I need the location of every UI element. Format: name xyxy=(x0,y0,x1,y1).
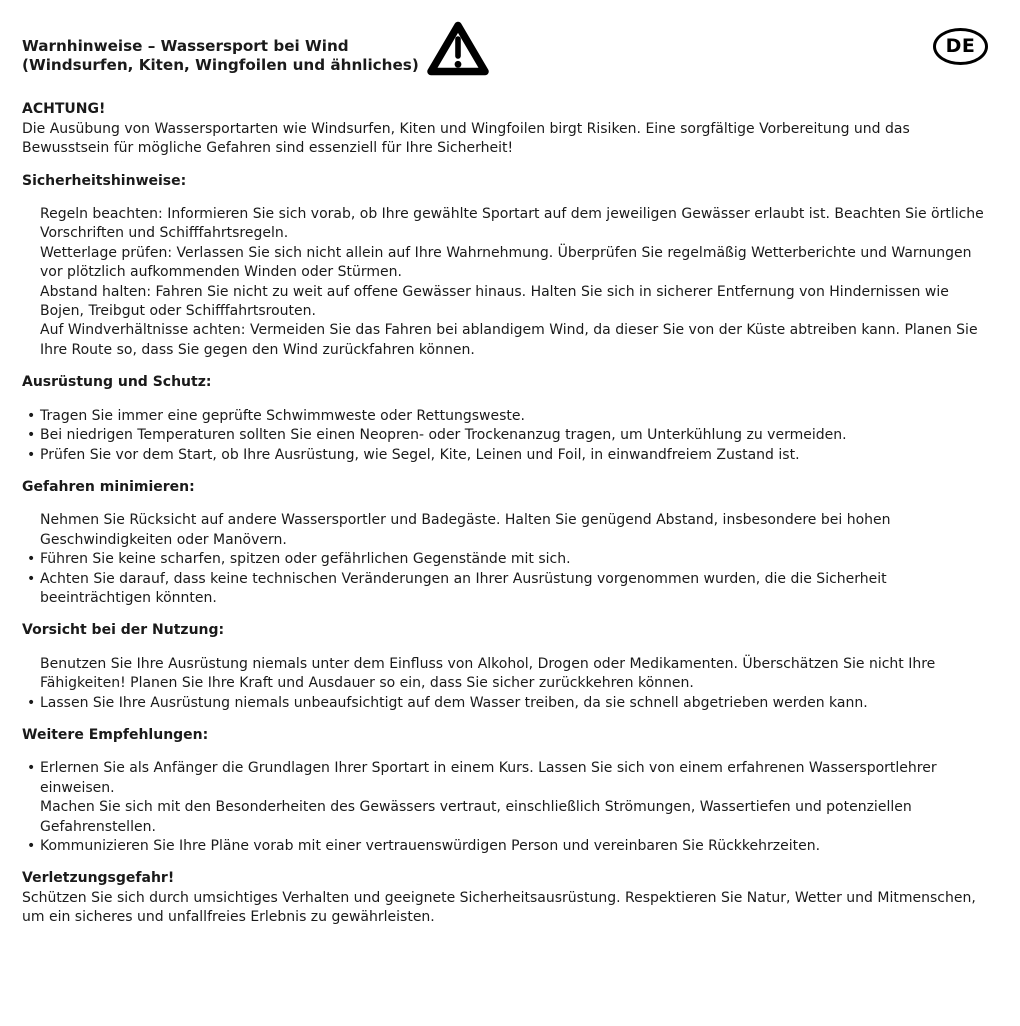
list-item-text: Nehmen Sie Rücksicht auf andere Wassersportler und Badegäste. Halten Sie genügend Abstand, insbesondere bei hohen Geschwindigkeiten oder Manövern. xyxy=(40,512,891,548)
bullet-icon: • xyxy=(27,760,36,777)
bullet-icon: • xyxy=(27,427,36,444)
section-heading: Gefahren minimieren: xyxy=(22,478,195,495)
list-item xyxy=(22,511,988,550)
warning-triangle-icon xyxy=(427,20,489,84)
section-heading: Vorsicht bei der Nutzung: xyxy=(22,622,225,639)
list-item-text: Machen Sie sich mit den Besonderheiten des Gewässers vertraut, einschließlich Strömungen, Wassertiefen und potenziellen Gefahrenstellen. xyxy=(40,799,912,835)
bullet-icon: • xyxy=(27,570,36,587)
section-heading: Ausrüstung und Schutz: xyxy=(22,374,212,391)
section xyxy=(22,478,988,608)
intro-paragraph: Die Ausübung von Wassersportarten wie Windsurfen, Kiten und Wingfoilen birgt Risiken. Eine sorgfältige Vorbereitung und das Bewusstsein für mögliche Gefahren sind essenziell für Ihre Sicherheit! xyxy=(22,120,910,157)
outro-paragraph: Schützen Sie sich durch umsichtiges Verhalten und geeignete Sicherheitsausrüstung. Respektieren Sie Natur, Wetter und Mitmenschen, um ein sicheres und unfallfreies Erlebnis zu gewährleisten. xyxy=(22,889,976,926)
list-item xyxy=(22,244,988,283)
list-item-text: Führen Sie keine scharfen, spitzen oder gefährlichen Gegenstände mit sich. xyxy=(40,551,571,568)
page-title-line-1: Warnhinweise – Wassersport bei Wind xyxy=(22,37,349,55)
page-title-line-2: (Windsurfen, Kiten, Wingfoilen und ähnliches) xyxy=(22,55,419,74)
list-item-text: Lassen Sie Ihre Ausrüstung niemals unbeaufsichtigt auf dem Wasser treiben, da sie schnell abgetrieben werden kann. xyxy=(40,694,868,711)
list-item xyxy=(22,798,988,837)
section-list xyxy=(22,759,988,856)
list-item-text: Wetterlage prüfen: Verlassen Sie sich nicht allein auf Ihre Wahrnehmung. Überprüfen Sie regelmäßig Wetterberichte und Warnungen vor plötzlich aufkommenden Winden oder Stürmen. xyxy=(40,244,972,281)
section-heading: Sicherheitshinweise: xyxy=(22,172,187,189)
language-badge xyxy=(933,28,988,65)
section xyxy=(22,621,988,713)
bullet-icon: • xyxy=(27,694,36,711)
list-item-text: Prüfen Sie vor dem Start, ob Ihre Ausrüstung, wie Segel, Kite, Leinen und Foil, in einwandfreiem Zustand ist. xyxy=(40,446,800,463)
outro-heading: Verletzungsgefahr! xyxy=(22,870,175,887)
list-item xyxy=(22,570,988,609)
intro-heading: ACHTUNG! xyxy=(22,101,106,118)
list-item-text: Auf Windverhältnisse achten: Vermeiden Sie das Fahren bei ablandigem Wind, da dieser Sie von der Küste abtreiben kann. Planen Sie Ihre Route so, dass Sie gegen den Wind zurückfahren können. xyxy=(40,322,978,358)
list-item xyxy=(22,283,988,322)
list-item xyxy=(22,321,988,360)
list-item xyxy=(22,837,988,856)
list-item-text: Kommunizieren Sie Ihre Pläne vorab mit einer vertrauenswürdigen Person und vereinbaren Sie Rückkehrzeiten. xyxy=(40,838,821,854)
list-item xyxy=(22,759,988,798)
list-item-text: Abstand halten: Fahren Sie nicht zu weit auf offene Gewässer hinaus. Halten Sie sich in sicherer Entfernung von Hindernissen wie Bojen, Treibgut oder Schifffahrtsrouten. xyxy=(40,283,949,320)
section-list xyxy=(22,205,988,360)
header xyxy=(22,34,988,84)
language-badge-label: DE xyxy=(945,34,976,57)
list-item-text: Regeln beachten: Informieren Sie sich vorab, ob Ihre gewählte Sportart auf dem jeweiligen Gewässer erlaubt ist. Beachten Sie örtliche Vorschriften und Schifffahrtsregeln. xyxy=(40,206,984,242)
section xyxy=(22,172,988,361)
page-title xyxy=(22,37,419,74)
list-item-text: Benutzen Sie Ihre Ausrüstung niemals unter dem Einfluss von Alkohol, Drogen oder Medikamenten. Überschätzen Sie nicht Ihre Fähigkeiten! Planen Sie Ihre Kraft und Ausdauer so ein, dass Sie sicher zurückkehren können. xyxy=(40,655,936,692)
section-list xyxy=(22,511,988,608)
bullet-icon: • xyxy=(27,838,36,854)
section xyxy=(22,373,988,465)
list-item xyxy=(22,407,988,426)
list-item xyxy=(22,655,988,694)
list-item xyxy=(22,446,988,465)
list-item-text: Tragen Sie immer eine geprüfte Schwimmweste oder Rettungsweste. xyxy=(40,407,525,424)
bullet-icon: • xyxy=(27,407,36,424)
section-list xyxy=(22,655,988,713)
bullet-icon: • xyxy=(27,446,36,463)
list-item-text: Achten Sie darauf, dass keine technischen Veränderungen an Ihrer Ausrüstung vorgenommen wurden, die die Sicherheit beeinträchtigen könnten. xyxy=(40,570,887,606)
section-list xyxy=(22,407,988,465)
sections xyxy=(22,172,988,857)
section xyxy=(22,726,988,856)
list-item xyxy=(22,694,988,713)
section-heading: Weitere Empfehlungen: xyxy=(22,726,209,743)
bullet-icon: • xyxy=(27,551,36,568)
list-item-text: Bei niedrigen Temperaturen sollten Sie einen Neopren- oder Trockenanzug tragen, um Unterkühlung zu vermeiden. xyxy=(40,427,847,444)
list-item xyxy=(22,550,988,569)
list-item xyxy=(22,205,988,244)
list-item-text: Erlernen Sie als Anfänger die Grundlagen Ihrer Sportart in einem Kurs. Lassen Sie sich von einem erfahrenen Wassersportlehrer einweisen. xyxy=(40,760,937,796)
list-item xyxy=(22,426,988,445)
